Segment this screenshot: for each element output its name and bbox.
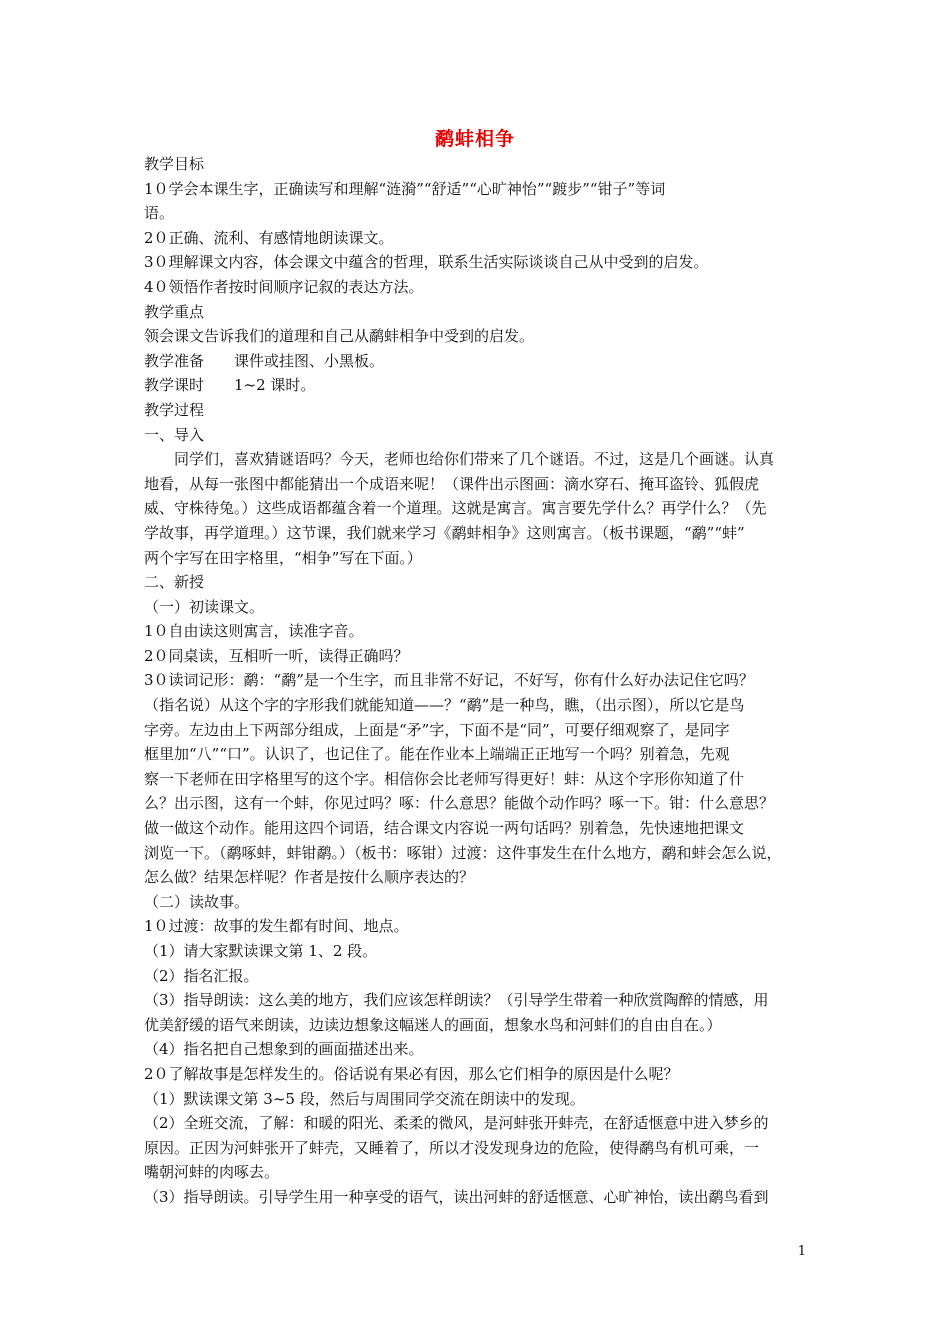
text-line: 教学目标 xyxy=(144,155,205,173)
text-line: 教学重点 xyxy=(144,302,205,321)
text-line: 怎么做？结果怎样呢？作者是按什么顺序表达的？ xyxy=(144,868,475,887)
text-line: （指名说）从这个字的字形我们就能知道——？“鹬”是一种鸟，瞧，（出示图），所以它是鸟 xyxy=(144,696,745,715)
text-line: 原因。正因为河蚌张开了蚌壳，又睡着了，所以才没发现身边的危险，使得鹬鸟有机可乘，一 xyxy=(144,1138,760,1157)
document-title: 鹬蚌相争 xyxy=(434,128,515,150)
text-line: 地看，从每一张图中都能猜出一个成语来呢！（课件出示图画：滴水穿石、掩耳盗铃、狐假虎 xyxy=(144,474,760,493)
text-line: （一）初读课文。 xyxy=(144,597,265,616)
text-line: 教学课时 1~2 课时。 xyxy=(144,376,316,395)
page-number: 1 xyxy=(797,1244,806,1259)
text-line: 1０自由读这则寓言，读准字音。 xyxy=(144,622,364,641)
text-line: （1）请大家默读课文第 1、2 段。 xyxy=(144,942,378,960)
text-line: 语。 xyxy=(144,204,175,223)
text-line: 领会课文告诉我们的道理和自己从鹬蚌相争中受到的启发。 xyxy=(144,327,535,346)
text-line: 框里加“八”“口”。认识了，也记住了。能在作业本上端端正正地写一个吗？别着急，先观 xyxy=(144,745,730,764)
text-line: （3）指导朗读：这么美的地方，我们应该怎样朗读？（引导学生带着一种欣赏陶醉的情感，用 xyxy=(144,991,769,1010)
text-line: （1）默读课文第 3~5 段，然后与周围同学交流在朗读中的发现。 xyxy=(144,1089,585,1108)
text-line: 1０学会本课生字，正确读写和理解“涟漪”“舒适”“心旷神怡”“踱步”“钳子”等词 xyxy=(144,179,666,198)
document-body xyxy=(144,152,810,1210)
text-line: （3）指导朗读。引导学生用一种享受的语气，读出河蚌的舒适惬意、心旷神怡，读出鹬鸟看到 xyxy=(144,1187,769,1206)
text-line: （4）指名把自己想象到的画面描述出来。 xyxy=(144,1040,424,1059)
text-line: 做一做这个动作。能用这四个词语，结合课文内容说一两句话吗？别着急，先快速地把课文 xyxy=(144,819,745,838)
text-line: （2）全班交流，了解：和暖的阳光、柔柔的微风，是河蚌张开蚌壳，在舒适惬意中进入梦乡的 xyxy=(144,1114,769,1133)
text-line: （二）读故事。 xyxy=(144,892,250,911)
text-line: 3０理解课文内容，体会课文中蕴含的哲理，联系生活实际谈谈自己从中受到的启发。 xyxy=(144,253,709,272)
text-line: 2０同桌读，互相听一听，读得正确吗？ xyxy=(144,646,409,665)
text-line: 两个字写在田字格里，“相争”写在下面。） xyxy=(144,548,422,567)
text-line: 察一下老师在田字格里写的这个字。相信你会比老师写得更好！蚌：从这个字形你知道了什 xyxy=(144,769,745,788)
text-line: 字旁。左边由上下两部分组成，上面是“矛”字，下面不是“同”，可要仔细观察了，是同字 xyxy=(144,720,730,739)
text-line: 2０了解故事是怎样发生的。俗话说有果必有因，那么它们相争的原因是什么呢？ xyxy=(144,1064,679,1083)
text-line: 教学准备 课件或挂图、小黑板。 xyxy=(144,351,385,370)
text-line: 1０过渡：故事的发生都有时间、地点。 xyxy=(144,917,409,936)
text-line: （2）指名汇报。 xyxy=(144,966,259,985)
text-line: 优美舒缓的语气来朗读，边读边想象这幅迷人的画面，想象水鸟和河蚌们的自由自在。） xyxy=(144,1015,722,1034)
text-line: 一、导入 xyxy=(144,425,205,444)
text-line: 二、新授 xyxy=(144,573,205,592)
text-line: 2０正确、流利、有感情地朗读课文。 xyxy=(144,228,394,247)
text-line: 学故事，再学道理。）这节课，我们就来学习《鹬蚌相争》这则寓言。（板书课题，“鹬”“蚌” xyxy=(144,523,745,542)
text-line: 浏览一下。（鹬啄蚌，蚌钳鹬。）（板书：啄钳）过渡：这件事发生在什么地方，鹬和蚌会怎么说， xyxy=(144,843,782,862)
text-line: 么？出示图，这有一个蚌，你见过吗？啄：什么意思？能做个动作吗？啄一下。钳：什么意思？ xyxy=(144,794,775,813)
text-line: 威、守株待兔。）这些成语都蕴含着一个道理。这就是寓言。寓言要先学什么？再学什么？（先 xyxy=(144,499,767,518)
text-line: 3０读词记形：鹬：“鹬”是一个生字，而且非常不好记，不好写，你有什么好办法记住它吗？ xyxy=(144,671,754,690)
text-line: 嘴朝河蚌的肉啄去。 xyxy=(144,1163,280,1182)
text-line: 4０领悟作者按时间顺序记叙的表达方法。 xyxy=(144,277,424,296)
text-line: 同学们，喜欢猜谜语吗？今天，老师也给你们带来了几个谜语。不过，这是几个画谜。认真 xyxy=(144,450,775,469)
text-line: 教学过程 xyxy=(144,400,205,419)
